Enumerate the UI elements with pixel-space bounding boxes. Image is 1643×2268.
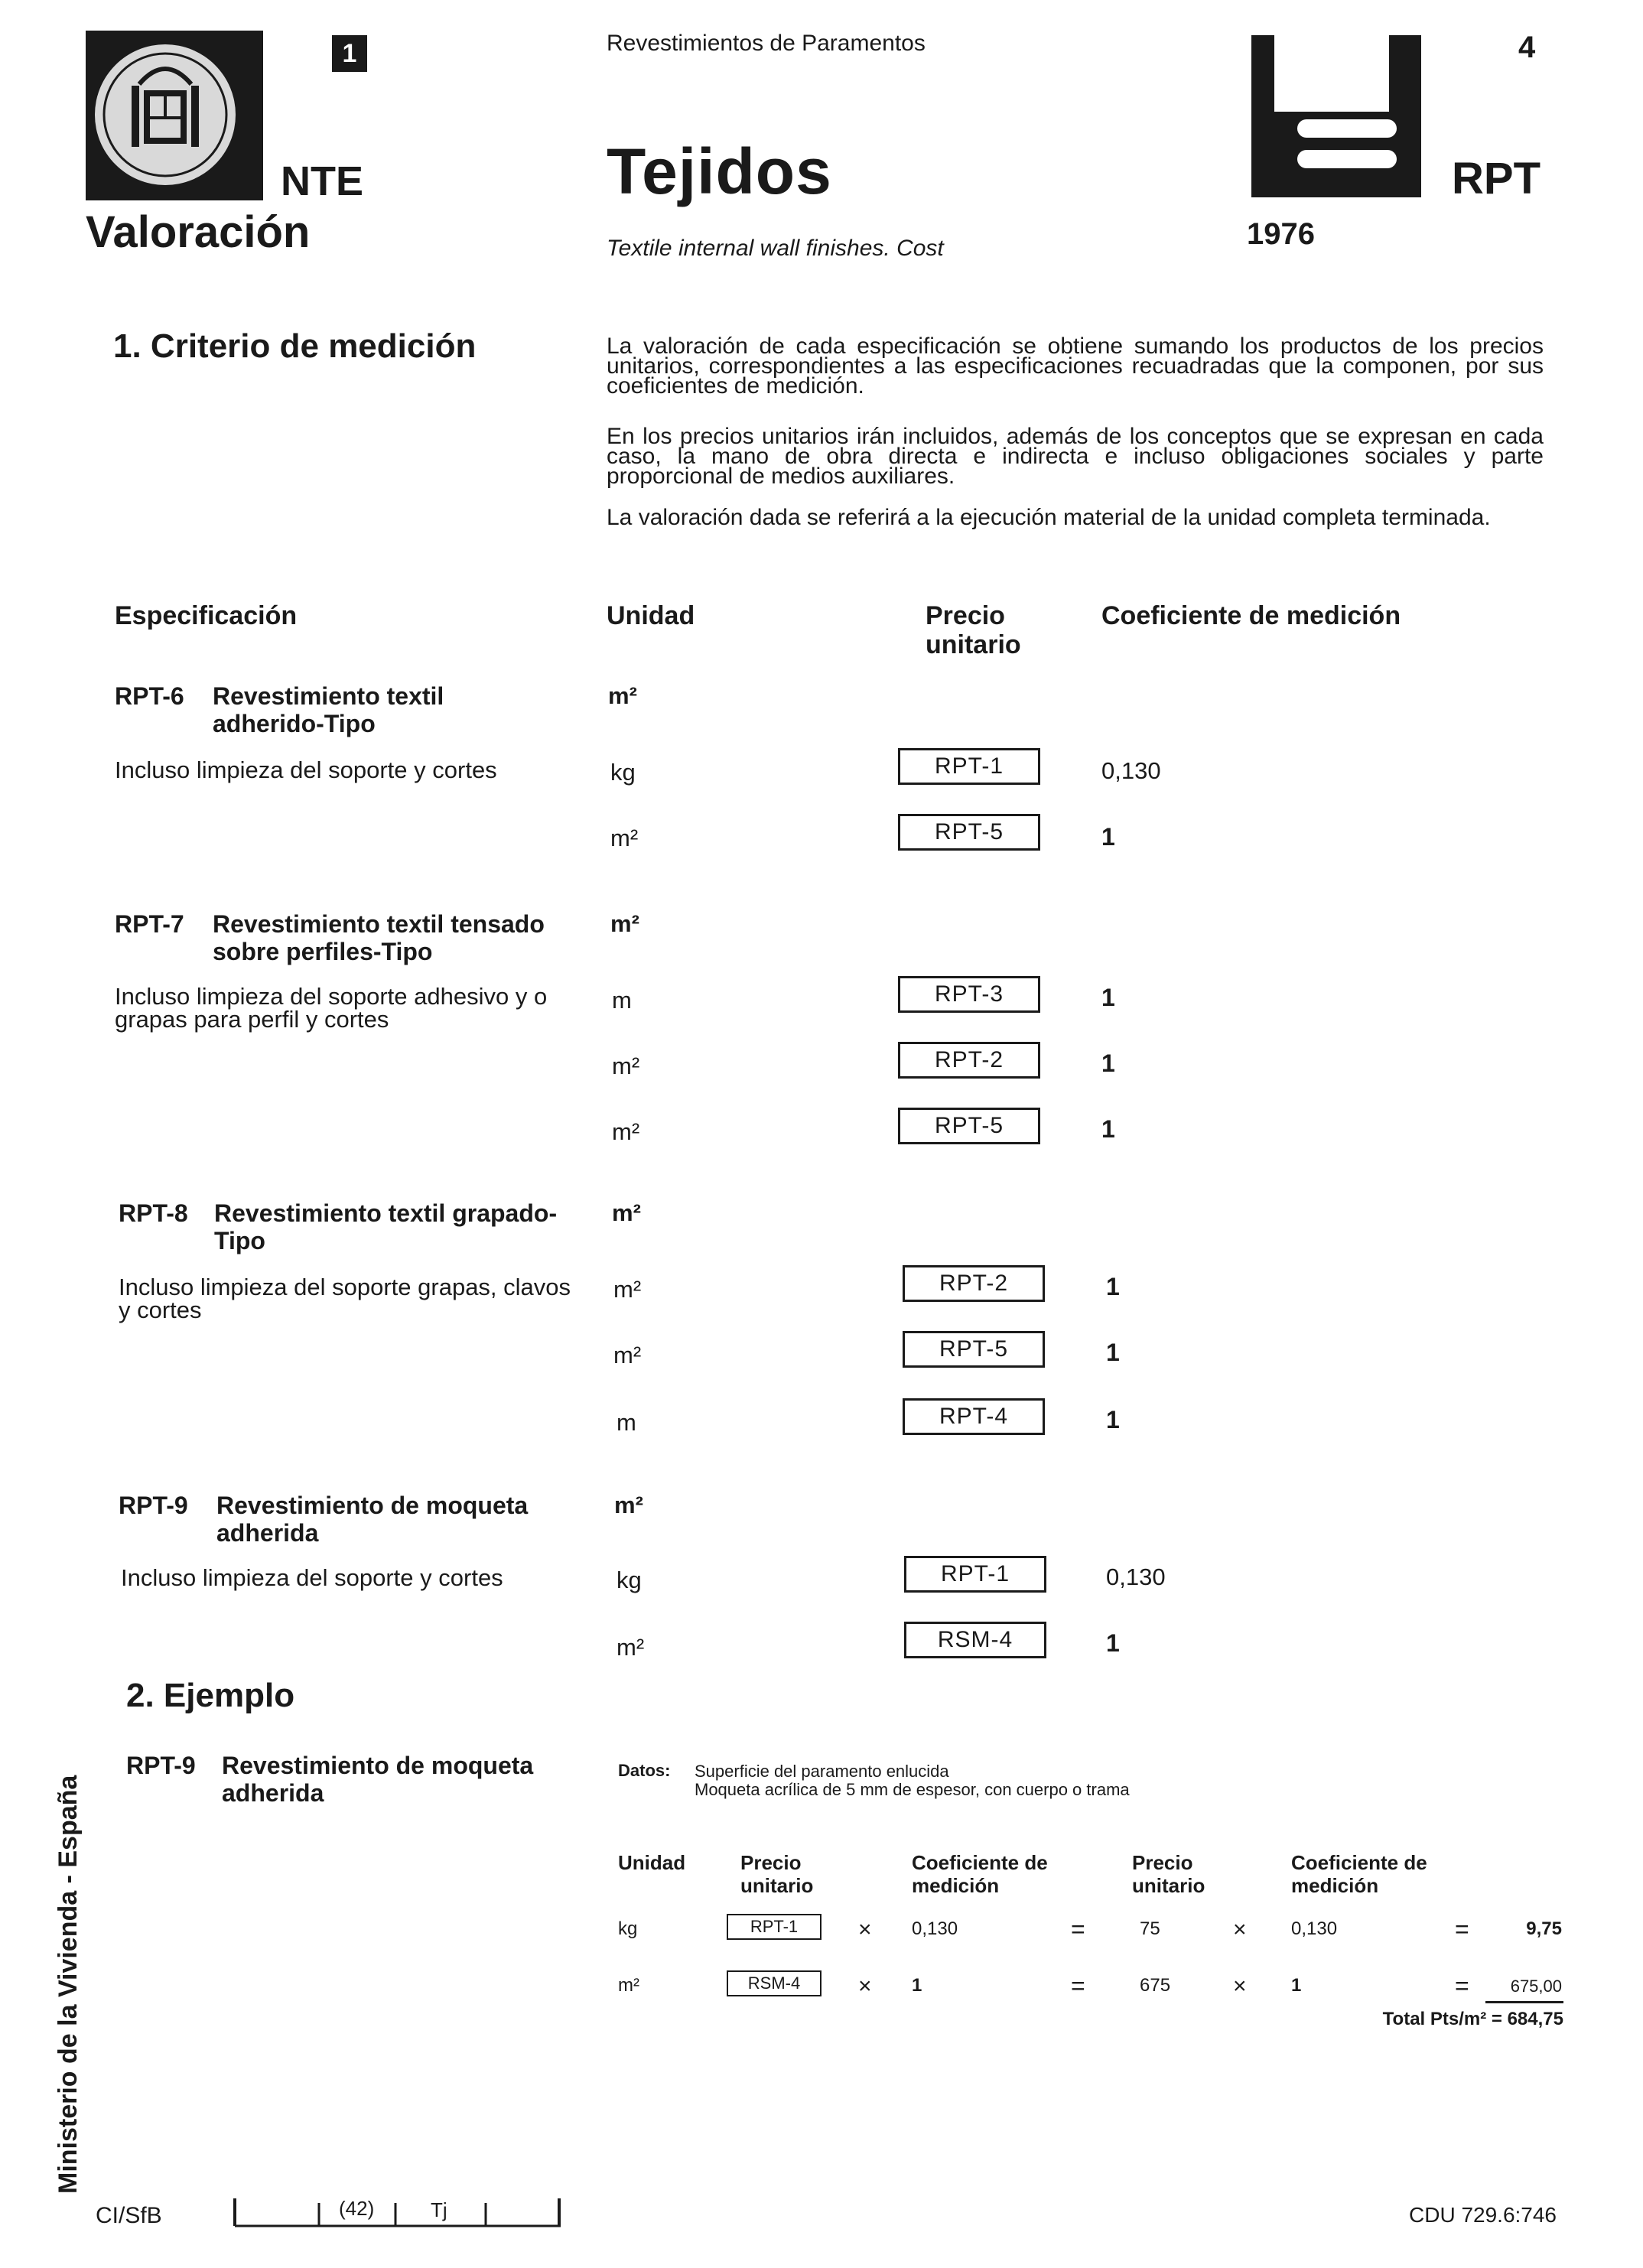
price-box bbox=[904, 1622, 1046, 1658]
price-box bbox=[898, 814, 1040, 851]
ex-times: × bbox=[858, 1917, 872, 1942]
ex-row-unit: kg bbox=[618, 1918, 638, 1939]
price-box bbox=[903, 1331, 1045, 1368]
total-rule bbox=[1485, 2001, 1563, 2003]
row-unit: m² bbox=[610, 825, 639, 851]
rpt-logo bbox=[1251, 35, 1421, 197]
price-code: RPT-4 bbox=[939, 1404, 1009, 1429]
doc-type: Valoración bbox=[86, 207, 311, 257]
row-unit: m² bbox=[613, 1276, 642, 1303]
spec-unit: m² bbox=[614, 1492, 643, 1518]
datos-label: Datos: bbox=[618, 1761, 671, 1780]
cdu-label: CDU 729.6:746 bbox=[1409, 2203, 1557, 2227]
page-title: Tejidos bbox=[607, 135, 832, 207]
ex-price-box bbox=[727, 1914, 822, 1940]
col-header-spec: Especificación bbox=[115, 601, 298, 630]
price-code: RPT-1 bbox=[934, 753, 1004, 779]
coat-of-arms-icon bbox=[86, 31, 263, 200]
row-coef: 1 bbox=[1101, 1049, 1115, 1077]
row-coef: 0,130 bbox=[1101, 757, 1161, 784]
cisfb-code-2: Tj bbox=[431, 2198, 447, 2221]
price-code: RPT-1 bbox=[940, 1561, 1010, 1586]
row-coef: 1 bbox=[1101, 823, 1115, 851]
ex-eq: = bbox=[1071, 1972, 1085, 2000]
ex-header-price2: Precio unitario bbox=[1132, 1851, 1205, 1897]
criterio-heading: 1. Criterio de medición bbox=[113, 327, 477, 365]
nte-logo-icon bbox=[1251, 35, 1421, 197]
row-unit: m² bbox=[612, 1053, 640, 1079]
ex-price-box bbox=[727, 1970, 822, 1996]
classification-grid-icon bbox=[233, 2197, 562, 2227]
price-box bbox=[898, 976, 1040, 1013]
ex-header-price1: Precio unitario bbox=[740, 1851, 814, 1897]
ex-times: × bbox=[1233, 1917, 1247, 1942]
code-label: RPT bbox=[1452, 154, 1541, 203]
spec-includes: Incluso limpieza del soporte grapas, clavos y cortes bbox=[119, 1274, 571, 1323]
ejemplo-spec-desc: Revestimiento de moqueta adherida bbox=[222, 1752, 534, 1807]
price-code: RPT-5 bbox=[934, 819, 1004, 844]
row-coef: 0,130 bbox=[1106, 1564, 1166, 1590]
datos-line: Superficie del paramento enlucida bbox=[695, 1762, 949, 1781]
ex-coef: 1 bbox=[1291, 1975, 1302, 1996]
spec-code: RPT-9 bbox=[119, 1492, 188, 1519]
row-coef: 1 bbox=[1106, 1406, 1120, 1433]
ex-price-code: RPT-1 bbox=[750, 1917, 799, 1936]
spec-includes: Incluso limpieza del soporte adhesivo y o grapas para perfil y cortes bbox=[115, 983, 548, 1033]
spec-unit: m² bbox=[610, 910, 639, 937]
year-label: 1976 bbox=[1247, 217, 1315, 251]
spec-desc: Revestimiento textil adherido-Tipo bbox=[213, 682, 444, 737]
org-label: NTE bbox=[281, 158, 363, 204]
section-label: Revestimientos de Paramentos bbox=[607, 31, 926, 56]
price-box bbox=[903, 1398, 1045, 1435]
col-header-coef: Coeficiente de medición bbox=[1101, 601, 1401, 630]
ex-coef: 1 bbox=[912, 1975, 922, 1996]
price-code: RPT-3 bbox=[934, 981, 1004, 1007]
price-code: RPT-5 bbox=[939, 1336, 1009, 1362]
side-ministry-label: Ministerio de la Vivienda - España bbox=[54, 1775, 83, 2194]
spec-code: RPT-7 bbox=[115, 910, 184, 938]
ejemplo-spec-code: RPT-9 bbox=[126, 1752, 196, 1779]
row-unit: m² bbox=[612, 1118, 640, 1145]
spec-code: RPT-6 bbox=[115, 682, 184, 710]
row-coef: 1 bbox=[1101, 984, 1115, 1011]
number-badge-text: 1 bbox=[342, 38, 357, 68]
sheet-number: 4 bbox=[1518, 31, 1536, 64]
spec-includes: Incluso limpieza del soporte y cortes bbox=[115, 757, 497, 783]
row-unit: m bbox=[617, 1409, 636, 1436]
row-unit: m bbox=[612, 987, 632, 1014]
row-unit: kg bbox=[610, 759, 636, 786]
col-header-unit: Unidad bbox=[607, 601, 695, 630]
ex-coef: 0,130 bbox=[912, 1918, 958, 1939]
ex-price-code: RSM-4 bbox=[747, 1974, 801, 1993]
ex-result: 9,75 bbox=[1526, 1918, 1562, 1939]
ex-eq: = bbox=[1455, 1915, 1469, 1943]
price-code: RPT-2 bbox=[939, 1271, 1009, 1296]
ex-price: 675 bbox=[1140, 1975, 1171, 1996]
price-box bbox=[898, 1108, 1040, 1144]
ex-eq: = bbox=[1071, 1915, 1085, 1943]
cisfb-code: (42) bbox=[339, 2197, 375, 2220]
criterio-paragraph-3: La valoración dada se referirá a la ejecución material de la unidad completa terminada. bbox=[607, 505, 1491, 530]
cisfb-label: CI/SfB bbox=[96, 2203, 162, 2228]
spec-unit: m² bbox=[608, 682, 637, 709]
page-subtitle: Textile internal wall finishes. Cost bbox=[607, 236, 944, 261]
ex-times: × bbox=[1233, 1974, 1247, 1999]
ex-row-unit: m² bbox=[618, 1975, 639, 1996]
ex-header-unit: Unidad bbox=[618, 1851, 686, 1874]
row-coef: 1 bbox=[1106, 1273, 1120, 1300]
ex-coef: 0,130 bbox=[1291, 1918, 1338, 1939]
ex-result: 675,00 bbox=[1510, 1977, 1562, 1996]
row-coef: 1 bbox=[1101, 1115, 1115, 1143]
price-box bbox=[898, 1042, 1040, 1079]
datos-line: Moqueta acrílica de 5 mm de espesor, con cuerpo o trama bbox=[695, 1780, 1130, 1799]
spec-desc: Revestimiento textil grapado-Tipo bbox=[214, 1199, 558, 1254]
spec-unit: m² bbox=[612, 1199, 641, 1226]
spec-desc: Revestimiento textil tensado sobre perfiles-Tipo bbox=[213, 910, 545, 965]
ex-times: × bbox=[858, 1974, 872, 1999]
ex-total: Total Pts/m² = 684,75 bbox=[1382, 2009, 1563, 2029]
col-header-price: Precio unitario bbox=[926, 601, 1021, 659]
spec-desc: Revestimiento de moqueta adherida bbox=[216, 1492, 529, 1547]
number-badge bbox=[332, 35, 367, 72]
seal-emblem bbox=[86, 31, 263, 200]
spec-includes: Incluso limpieza del soporte y cortes bbox=[121, 1564, 503, 1591]
spec-code: RPT-8 bbox=[119, 1199, 188, 1227]
row-coef: 1 bbox=[1106, 1629, 1120, 1657]
cisfb-box bbox=[233, 2197, 562, 2227]
row-unit: kg bbox=[617, 1567, 642, 1593]
criterio-paragraph-1: La valoración de cada especificación se obtiene sumando los productos de los precios unitarios, correspondientes a las especificaciones recuadradas que la componen, por sus coeficientes de medición. bbox=[607, 334, 1544, 399]
price-code: RPT-5 bbox=[934, 1113, 1004, 1138]
price-code: RSM-4 bbox=[937, 1627, 1013, 1652]
row-unit: m² bbox=[613, 1342, 642, 1368]
ex-price: 75 bbox=[1140, 1918, 1160, 1939]
price-box bbox=[904, 1556, 1046, 1593]
ex-eq: = bbox=[1455, 1972, 1469, 2000]
criterio-paragraph-2: En los precios unitarios irán incluidos, además de los conceptos que se expresan en cada caso, la mano de obra directa e indirecta e incluso obligaciones sociales y parte proporcional de medios auxiliares. bbox=[607, 424, 1544, 489]
ex-header-coef1: Coeficiente de medición bbox=[912, 1851, 1048, 1897]
row-unit: m² bbox=[617, 1634, 645, 1661]
ejemplo-heading: 2. Ejemplo bbox=[126, 1677, 295, 1714]
row-coef: 1 bbox=[1106, 1339, 1120, 1366]
price-box bbox=[898, 748, 1040, 785]
price-code: RPT-2 bbox=[934, 1047, 1004, 1072]
ex-header-coef2: Coeficiente de medición bbox=[1291, 1851, 1427, 1897]
price-box bbox=[903, 1265, 1045, 1302]
